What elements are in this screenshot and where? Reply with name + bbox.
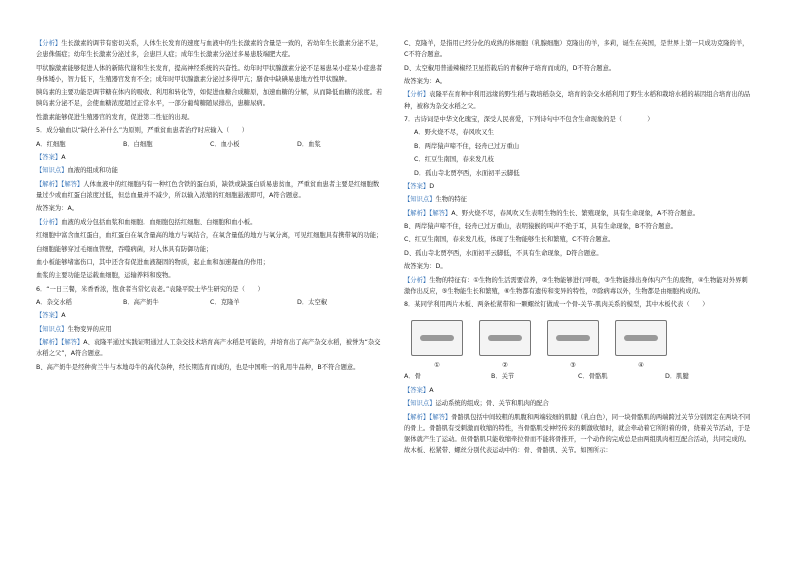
paragraph-text: A (61, 312, 66, 320)
answer-option: C．血小板 (210, 140, 240, 148)
answer-option: C．克隆羊 (210, 299, 240, 307)
section-tag: 【答案】 (36, 312, 62, 320)
options-row (36, 139, 384, 150)
paragraph-text: 7．古诗词是中华文化瑰宝，深受人民喜爱，下列诗句中不包含生命现象的是（ ） (404, 115, 654, 123)
figure-image (547, 320, 599, 356)
figure-label: ④ (638, 362, 644, 370)
paragraph-text: B．两岸猿声啼不住，轻舟已过万重山 (414, 142, 520, 150)
figure-label: ② (502, 362, 508, 370)
answer-option: B．关节 (491, 373, 515, 381)
paragraph-text: 运动系统的组成；骨、关节和肌肉的配合 (435, 400, 549, 408)
paragraph-text: 生物变异的应用 (67, 325, 112, 333)
figure-part (608, 320, 674, 371)
labeled-paragraph (404, 412, 752, 457)
paragraph (404, 38, 752, 60)
paragraph-text: 生物的特征有：①生物的生活需要营养，②生物能够进行呼吸，③生物能排出身体内产生的废物，④生物能对外界刺激作出反应，⑤生物能生长和繁殖，⑥生物都有遗传和变异的特性，⑦除病毒以外，生物都是由细胞构成的。 (404, 276, 748, 295)
section-tag: 【解析】【解答】 (404, 209, 452, 217)
section-tag: 【解析】【解答】 (404, 413, 452, 421)
answer-option: A．红细胞 (36, 140, 66, 148)
paragraph (36, 284, 384, 295)
paragraph-text: 6．“一日三餐，米香香浓，饱食者当常忆袁老。”袁隆平院士毕生研究的是（ ） (36, 285, 264, 293)
paragraph-text: 生物的特征 (435, 196, 467, 204)
paragraph-text: C、红豆生南国，春来发几枝，体现了生物能够生长和繁殖，C不符合题意。 (404, 236, 615, 244)
paragraph (36, 63, 384, 85)
section-tag: 【答案】 (404, 386, 430, 394)
section-tag: 【答案】 (36, 153, 62, 161)
answer-option: D．肌腱 (665, 373, 689, 381)
answer-option: B．白细胞 (123, 140, 153, 148)
figure-image (411, 320, 463, 356)
section-tag: 【解析】【解答】 (36, 339, 84, 347)
paragraph (36, 270, 384, 281)
labeled-paragraph (36, 310, 384, 321)
paragraph-text: 红细胞中富含血红蛋白，血红蛋白在氧含量高的地方与氧结合，在氧含量低的地方与氧分离，可见红细胞具有携带氧的功能； (36, 232, 383, 240)
paragraph-text: 胰岛素的主要功能是调节糖在体内的吸收、利用和转化等，如促进血糖合成糖原，加速血糖的分解，从而降低血糖的浓度。若胰岛素分泌不足，会使血糖浓度超过正常水平，一部分葡萄糖随尿排出，患糖尿病。 (36, 89, 383, 108)
paragraph (404, 63, 752, 74)
section-tag: 【知识点】 (404, 196, 436, 204)
paragraph (36, 257, 384, 268)
labeled-paragraph (36, 337, 384, 359)
section-tag: 【知识点】 (404, 400, 436, 408)
paragraph-text: A (429, 386, 434, 394)
section-tag: 【知识点】 (36, 167, 68, 175)
paragraph (36, 125, 384, 136)
paragraph (404, 76, 752, 87)
answer-option (414, 154, 752, 165)
section-tag: 【分析】 (404, 276, 430, 284)
section-tag: 【知识点】 (36, 325, 68, 333)
paragraph (36, 87, 384, 109)
paragraph-text: 袁隆平在育种中利用远缘的野生稻与栽培稻杂交，培育的杂交水稻利用了野生水稻和栽培水稻的基因组合培育出的品种，被称为杂交水稻之父。 (404, 91, 751, 110)
section-tag: 【分析】 (36, 40, 62, 47)
answer-option: A．骨 (404, 373, 421, 381)
paragraph-text: 性激素能够促进生殖器官的发育，促进第二性征的出现。 (36, 113, 194, 121)
paragraph-text: A (61, 153, 66, 161)
paragraph-text: 甲状腺激素能够促进人体的新陈代谢和生长发育，提高神经系统的兴奋性。幼年时甲状腺激素分泌不足易患呆小症呆小症患者身体矮小，智力低下，生殖器官发育不全；成年时甲状腺激素分泌过多得甲亢；膳食中缺碘易患地方性甲状腺肿。 (36, 64, 383, 83)
labeled-paragraph (36, 324, 384, 335)
paragraph-text: B、高产奶牛是经种荷兰牛与本地母牛的高代杂种，经长期选育而成的，也是中国唯一的乳用牛品种，B不符合题意。 (36, 363, 360, 371)
left-column (36, 38, 384, 375)
paragraph-text: D (429, 182, 435, 190)
section-tag: 【答案】 (404, 182, 430, 190)
options-row (404, 371, 752, 382)
paragraph-text: 血浆的主要功能是运载血细胞，运输养料和废物。 (36, 272, 175, 280)
labeled-paragraph (36, 179, 384, 201)
paragraph-text: A、野火烧不尽，春风吹又生表明生物的生长、繁殖现象，具有生命现象，A不符合题意。 (451, 209, 700, 217)
labeled-paragraph (36, 165, 384, 176)
labeled-paragraph (36, 38, 384, 60)
section-tag: 【解析】【解答】 (36, 180, 84, 188)
figure-part (472, 320, 538, 371)
paragraph-text: 故答案为：D。 (404, 263, 447, 271)
figure-part (540, 320, 606, 371)
answer-option (414, 168, 752, 179)
labeled-paragraph (404, 385, 752, 396)
answer-option: B．高产奶牛 (123, 299, 159, 307)
labeled-paragraph (404, 181, 752, 192)
paragraph-text: C、克隆羊，是指用已经分化的成熟的体细胞（乳腺细胞）克隆出的羊，多莉，诞生在英国，是世界上第一只成功克隆的羊，C不符合题意。 (404, 40, 749, 59)
paragraph-text: D．孤山寺北贾亭西，水面初平云脚低 (414, 169, 520, 177)
paragraph-text: 血液的成分包括血浆和血细胞．血细胞包括红细胞、白细胞和血小板。 (61, 218, 257, 226)
paragraph-text: C．红豆生南国，春来发几枝 (414, 156, 494, 164)
paragraph-text: 故答案为：A。 (36, 205, 79, 213)
paragraph-text: D、孤山寺北贾亭西，水面初平云脚低，不具有生命现象，D符合题意。 (404, 249, 603, 257)
paragraph-text: A、袁隆平通过实践证明通过人工杂交技术培育高产水稻是可能的，并培育出了高产杂交水稻，被誉为“杂交水稻之父”，A符合题意。 (36, 339, 381, 358)
labeled-paragraph (404, 208, 752, 219)
figure-label: ① (434, 362, 440, 370)
paragraph (404, 299, 752, 310)
labeled-paragraph (404, 398, 752, 409)
paragraph (36, 244, 384, 255)
figure-image (615, 320, 667, 356)
labeled-paragraph (36, 152, 384, 163)
paragraph-text: 白细胞能够穿过毛细血管壁，吞噬病菌，对人体具有防御功能； (36, 245, 213, 253)
options-row (36, 297, 384, 308)
answer-option: C．骨骼肌 (578, 373, 608, 381)
answer-option: D．太空椒 (297, 299, 328, 307)
paragraph-text: 骨骼肌包括中间较粗的肌腹和两端较细的肌腱（乳白色），同一块骨骼肌的两端跨过关节分别固定在两块不同的骨上。骨骼肌有受刺激而收缩的特性，当骨骼肌受神经传来的刺激收缩时，就会牵动着它所附着的骨，绕着关节活动，于是躯体就产生了运动。但骨骼肌只能收缩牵拉骨而不能将骨推开，一个动作的完成总是由两组肌肉相互配合活动，共同完成的。故木板、松紧带、螺丝分别代表运动中的：骨、骨骼肌、关节。如图所示： (404, 413, 751, 455)
paragraph (36, 230, 384, 241)
figure-part (404, 320, 470, 371)
paragraph (404, 234, 752, 245)
answer-option (414, 127, 752, 138)
model-figure (404, 313, 752, 371)
answer-option: D．血浆 (297, 140, 321, 148)
paragraph-text: B、两岸猿声啼不住，轻舟已过万重山，表明猿猴的叫声不绝于耳，具有生命现象，B不符合题意。 (404, 223, 678, 231)
paragraph-text: 人体血液中的红细胞内有一种红色含铁的蛋白质，缺铁或缺蛋白质易患贫血，严重贫血患者主要是红细胞数量过少或血红蛋白浓度过低，但总血量并不减少，所以输入浓缩的红细胞悬液即可，A符合题意。 (36, 180, 380, 199)
figure-image (479, 320, 531, 356)
paragraph-text: 5．成分输血以“缺什么补什么”为原则，严重贫血患者治疗时应输入（ ） (36, 127, 249, 135)
paragraph-text: A．野火烧不尽，春风吹又生 (414, 129, 494, 137)
labeled-paragraph (404, 89, 752, 111)
paragraph (404, 114, 752, 125)
paragraph (36, 362, 384, 373)
paragraph-text: 血液的组成和功能 (67, 167, 118, 175)
paragraph-text: D、太空椒用普通辣椒经卫星搭载后的青椒种子培育而成的，D不符合题意。 (404, 64, 616, 72)
right-column (404, 38, 752, 459)
labeled-paragraph (404, 194, 752, 205)
paragraph (404, 261, 752, 272)
answer-option (414, 141, 752, 152)
section-tag: 【分析】 (36, 218, 62, 226)
section-tag: 【分析】 (404, 91, 430, 99)
paragraph-text: 故答案为：A。 (404, 77, 447, 85)
paragraph (36, 112, 384, 123)
paragraph (404, 221, 752, 232)
labeled-paragraph (36, 217, 384, 228)
labeled-paragraph (404, 275, 752, 297)
paragraph-text: 8．某同学利用两片木板、两条松紧带和一颗螺丝钉做成一个骨-关节-肌肉关系的模型，其中木板代表（ ） (404, 301, 709, 309)
paragraph (404, 248, 752, 259)
paragraph-text: 生长激素的调节有密切关系，人体生长发育的速度与血液中的生长激素的含量是一致的，若幼年生长激素分泌不足，会患侏儒症；幼年生长激素分泌过多，会患巨人症；成年生长激素分泌过多易患肢端肥大症。 (36, 40, 383, 59)
figure-label: ③ (570, 362, 576, 370)
answer-option: A．杂交水稻 (36, 299, 72, 307)
paragraph (36, 203, 384, 214)
paragraph-text: 血小板能够堵塞伤口，其中还含有促进血液凝固的物质，起止血和加速凝血的作用； (36, 258, 269, 266)
